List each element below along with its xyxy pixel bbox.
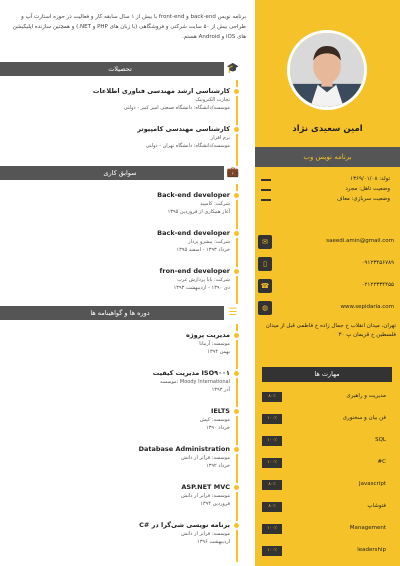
item-title: مدیریت پروژه (186, 331, 230, 339)
timeline-dot (232, 191, 241, 200)
skill-level-badge: ۸۰٪ (262, 502, 282, 512)
item-detail: خرداد ۱۳۹۳ - اسفند ۱۳۹۵ (176, 247, 230, 253)
address-text: تهران، میدان انقلاب خ جمال زاده خ فاطمی قبل از میدان فلسطین خ قریمان پ ۳۰ (265, 323, 396, 338)
contact-email[interactable]: ✉ saeedi.amin@gmail.com (255, 232, 400, 254)
item-detail: آغاز همکاری از فروردین ۱۳۹۵ (167, 209, 230, 215)
info-marital: وضعیت تاهل: مجرد (255, 186, 400, 196)
profile-name: امین سعیدی نژاد (292, 124, 363, 134)
section-education-heading: تحصیلات (0, 62, 240, 76)
skill-row (262, 476, 392, 498)
skill-name: مدیریت و راهبری (346, 393, 386, 399)
timeline-dot (232, 125, 241, 134)
skill-row (262, 542, 392, 564)
timeline-item (8, 266, 230, 292)
item-detail: خرداد ۱۳۹۲ (205, 463, 230, 469)
skill-name: فن بیان و سخنوری (342, 415, 386, 421)
skill-level-badge: ۱۰۰٪ (262, 436, 282, 446)
item-detail: موسسه: فراتر از دانش (181, 531, 230, 537)
timeline-item (8, 330, 230, 356)
timeline-item (8, 482, 230, 508)
item-detail: موسسه/دانشگاه: دانشگاه تهران - دولتی (145, 143, 230, 149)
item-detail: تجارت الکترونیک (195, 97, 230, 103)
timeline-dot (232, 407, 241, 416)
skill-name: Javascript (359, 481, 386, 487)
globe-icon: ◍ (258, 301, 272, 315)
info-bar (261, 179, 271, 181)
skill-row (262, 454, 392, 476)
item-detail: شرکت: پیشرو پرداز (188, 239, 230, 245)
timeline-item (8, 124, 230, 150)
skill-name: Management (349, 525, 386, 531)
graduation-cap-icon: 🎓 (224, 62, 242, 76)
item-detail: شرکت: پایا پردازش غرب (177, 277, 230, 283)
item-detail: فروردین ۱۳۹۴ (200, 501, 230, 507)
timeline-dot (232, 331, 241, 340)
item-detail: اردیبهشت ۱۳۹۶ (197, 539, 230, 545)
email-icon: ✉ (258, 235, 272, 249)
item-title: Database Administration (138, 445, 230, 453)
item-detail: Moody International :موسسه (160, 379, 230, 385)
skill-level-badge: ۱۰۰٪ (262, 458, 282, 468)
item-detail: بهمن ۱۳۹۴ (207, 349, 230, 355)
timeline-dot (232, 521, 241, 530)
timeline-item (8, 406, 230, 432)
skill-level-badge: ۸۰٪ (262, 480, 282, 490)
skill-name: C# (377, 459, 386, 465)
info-bar (261, 199, 271, 201)
skill-name: فتوشاپ (367, 503, 386, 509)
item-title: IELTS (210, 407, 230, 415)
item-detail: دی ۱۳۹۰ - اردیبهشت ۱۳۹۳ (173, 285, 230, 291)
contact-list (255, 232, 400, 320)
item-title: Back-end developer (157, 229, 230, 237)
skill-name: leadership (357, 547, 386, 553)
skill-level-badge: ۱۰۰٪ (262, 546, 282, 556)
item-detail: شرکت: کامپید (200, 201, 230, 207)
item-detail: خرداد ۱۳۹۰ (205, 425, 230, 431)
item-detail: موسسه: فراتر از دانش (181, 493, 230, 499)
info-bar (261, 189, 271, 191)
info-birth: تولد: ۱۳۶۹/۰۱/۰۸ (255, 176, 400, 186)
skill-row (262, 410, 392, 432)
contact-phone[interactable]: ☎ ۰۲۱۲۲۳۳۴۴۵۵ (255, 276, 400, 298)
timeline-dot (232, 445, 241, 454)
skills-heading: مهارت ها (262, 367, 392, 382)
item-detail: موسسه: فراتر از دانش (181, 455, 230, 461)
skill-level-badge: ۱۰۰٪ (262, 524, 282, 534)
timeline-item (8, 228, 230, 254)
section-experience-heading: سوابق کاری (0, 166, 240, 180)
timeline-item (8, 520, 230, 546)
contact-mobile[interactable]: ▯ ۰۹۱۲۳۴۵۶۷۸۹ (255, 254, 400, 276)
intro-text: برنامه نویس back-end و front-end با بیش از ۱ سال سابقه کار و فعالیت در حوزه استارت آپ و طراحی بیش از ۵۰ سایت شرکتی و فروشگاهی (با زبان های PHP و NET.) و همچنین سازنده اپلیکیشن های iOS و Android هستم. (12, 14, 246, 40)
skill-row (262, 520, 392, 542)
briefcase-icon: 💼 (224, 166, 242, 180)
contact-website[interactable]: ◍ www.sepidaria.com (255, 298, 400, 320)
skill-level-badge: ۸۰٪ (262, 392, 282, 402)
skill-row (262, 388, 392, 410)
timeline-dot (232, 483, 241, 492)
personal-info (255, 176, 400, 206)
item-detail: موسسه: کیش (199, 417, 230, 423)
skill-row (262, 432, 392, 454)
item-detail: موسسه: آرمانا (199, 341, 230, 347)
profile-photo (287, 30, 367, 110)
skill-name: SQL (375, 437, 386, 443)
job-title: برنامه نویس وب (255, 147, 400, 167)
timeline-dot (232, 267, 241, 276)
timeline-item (8, 444, 230, 470)
timeline-item (8, 86, 230, 112)
item-title: کارشناسی مهندسی کامپیوتر (137, 125, 230, 133)
item-detail: موسسه/دانشگاه: دانشگاه صنعتی امیر کبیر - دولتی (123, 105, 230, 111)
timeline-dot (232, 229, 241, 238)
section-courses-heading: دوره ها و گواهینامه ها (0, 306, 240, 320)
timeline-item (8, 190, 230, 216)
item-title: برنامه نویسی شی‌گرا در #C (139, 521, 230, 529)
item-title: ASP.NET MVC (181, 483, 230, 491)
item-detail: نرم افزار (210, 135, 230, 141)
timeline-dot (232, 87, 241, 96)
mobile-icon: ▯ (258, 257, 272, 271)
timeline-dot (232, 369, 241, 378)
skill-row (262, 498, 392, 520)
item-title: Back-end developer (157, 191, 230, 199)
list-icon: ☰ (224, 306, 242, 320)
experience-timeline (236, 184, 238, 304)
item-detail: آذر ۱۳۹۳ (211, 387, 230, 393)
timeline-item (8, 368, 230, 394)
item-title: کارشناسی ارشد مهندسی فناوری اطلاعات (92, 87, 230, 95)
skill-level-badge: ۱۰۰٪ (262, 414, 282, 424)
item-title: ISO۹۰۰۱ مدیریت کیفیت (152, 369, 230, 377)
phone-icon: ☎ (258, 279, 272, 293)
info-military: وضعیت سربازی: معاف (255, 196, 400, 206)
item-title: fron-end developer (159, 267, 230, 275)
skills-list (262, 388, 392, 564)
